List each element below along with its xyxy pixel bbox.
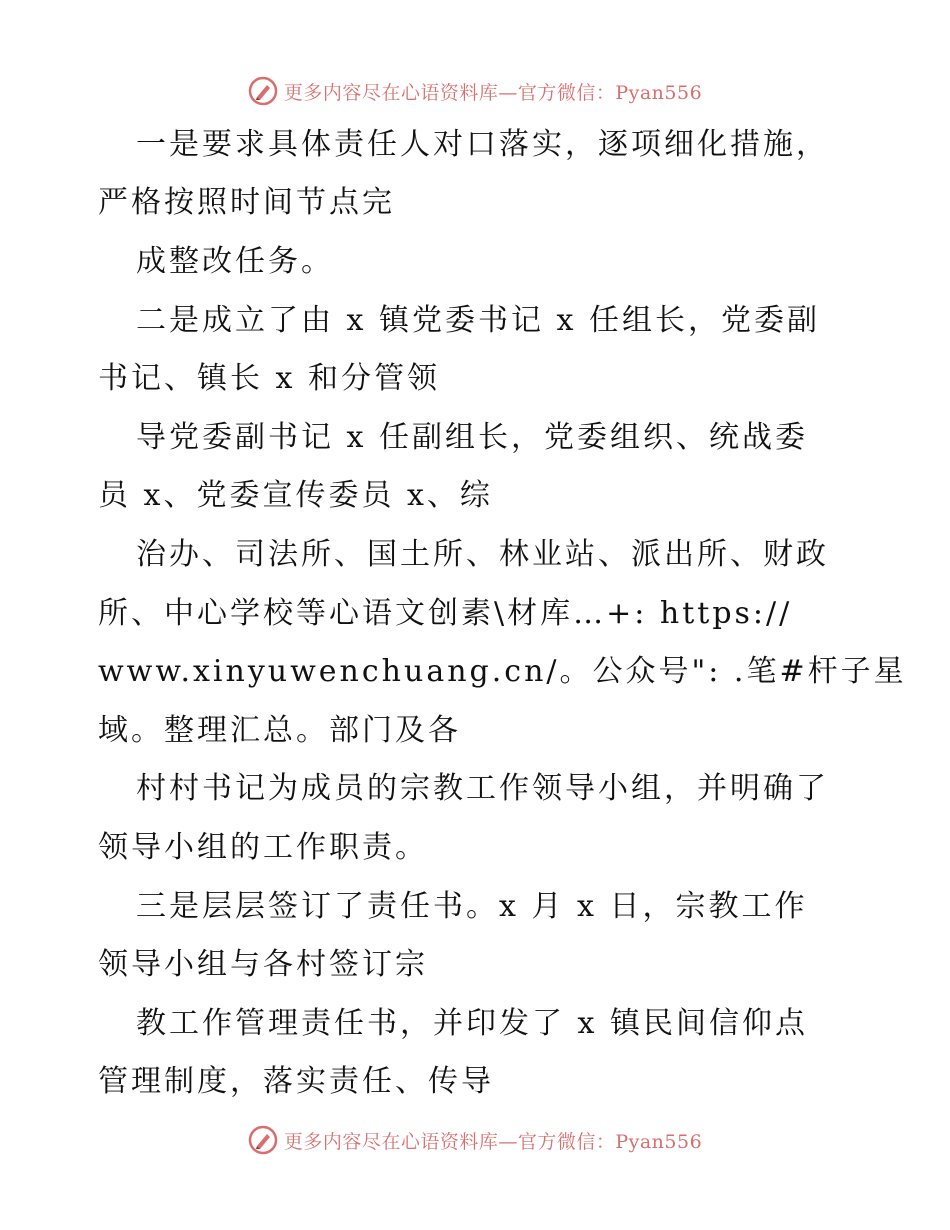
text-line: 域。整理汇总。部门及各: [98, 713, 461, 748]
header-watermark: [0, 71, 950, 111]
text-line: 领导小组的工作职责。: [98, 830, 428, 865]
text-line: 所、中心学校等心语文创素\材库…+: https://: [98, 596, 793, 631]
watermark-text: 更多内容尽在心语资料库—官方微信：Pyan556: [283, 81, 703, 104]
text-line: 一是要求具体责任人对口落实，逐项细化措施，: [136, 127, 829, 162]
pen-logo-icon: [248, 1125, 278, 1155]
text-line: 治办、司法所、国土所、林业站、派出所、财政: [136, 537, 829, 572]
text-line: 书记、镇长 x 和分管领: [98, 361, 440, 396]
watermark-text: 更多内容尽在心语资料库—官方微信：Pyan556: [283, 1130, 703, 1153]
footer-watermark: [0, 1120, 950, 1160]
text-line: 严格按照时间节点完: [98, 185, 395, 220]
text-line: 领导小组与各村签订宗: [98, 947, 428, 982]
text-line: 村村书记为成员的宗教工作领导小组，并明确了: [136, 771, 829, 806]
text-line: 成整改任务。: [136, 244, 334, 279]
text-line: 管理制度，落实责任、传导: [98, 1064, 494, 1099]
text-line: 员 x、党委宣传委员 x、综: [98, 478, 493, 513]
text-line: 三是层层签订了责任书。x 月 x 日，宗教工作: [136, 889, 808, 924]
text-line: 教工作管理责任书，并印发了 x 镇民间信仰点: [136, 1006, 808, 1041]
text-line: www.xinyuwenchuang.cn/。公众号": .笔#杆子星: [98, 654, 907, 689]
text-line: 二是成立了由 x 镇党委书记 x 任组长，党委副: [136, 303, 820, 338]
pen-logo-icon: [248, 76, 278, 106]
text-line: 导党委副书记 x 任副组长，党委组织、统战委: [136, 420, 808, 455]
